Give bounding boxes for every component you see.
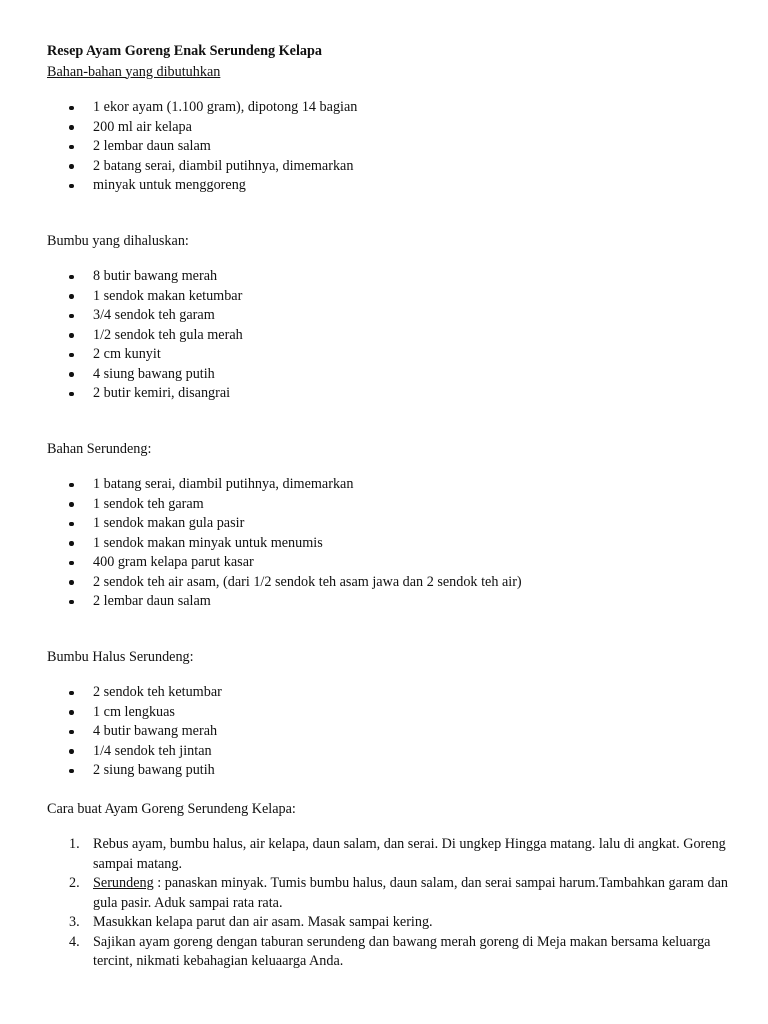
bullet-icon (69, 561, 74, 566)
bullet-icon (69, 580, 74, 585)
serundeng-paste-list (47, 683, 727, 781)
list-item: 2 siung bawang putih (47, 761, 727, 781)
bullet-icon (69, 164, 74, 169)
list-item: 1 sendok makan gula pasir (47, 514, 727, 534)
list-item: 8 butir bawang merah (47, 267, 727, 287)
list-item: 1/2 sendok teh gula merah (47, 326, 727, 346)
step-item: 2. Serundeng : panaskan minyak. Tumis bumbu halus, daun salam, dan serai sampai harum.Tambahkan garam dan gula pasir. Aduk sampai rata rata. (69, 875, 728, 911)
list-item: 2 lembar daun salam (47, 592, 727, 612)
step-number: 1. (69, 836, 80, 852)
step-item: 4. Sajikan ayam goreng dengan taburan serundeng dan bawang merah goreng di Meja makan bersama keluarga tercint, nikmati kebahagian keluaarga Anda. (69, 933, 711, 969)
list-item: 2 sendok teh ketumbar (47, 683, 727, 703)
bullet-icon (69, 483, 74, 488)
list-item: 400 gram kelapa parut kasar (47, 553, 727, 573)
list-item: 1 cm lengkuas (47, 703, 727, 723)
list-item: 1/4 sendok teh jintan (47, 742, 727, 762)
bullet-icon (69, 730, 74, 735)
serundeng-underlined-term: Serundeng (93, 875, 154, 891)
bullet-icon (69, 106, 74, 111)
spice-paste-heading: Bumbu yang dihaluskan: (47, 232, 189, 249)
bullet-icon (69, 372, 74, 377)
bullet-icon (69, 600, 74, 605)
list-item: 2 lembar daun salam (47, 137, 727, 157)
step-item: 3. Masukkan kelapa parut dan air asam. Masak sampai kering. (47, 913, 733, 933)
serundeng-heading: Bahan Serundeng: (47, 440, 152, 457)
step-item: 1. Rebus ayam, bumbu halus, air kelapa, daun salam, dan serai. Di ungkep Hingga matang. lalu di angkat. Goreng sampai matang. (69, 836, 726, 872)
list-item: 1 sendok makan ketumbar (47, 287, 727, 307)
list-item: 1 sendok makan minyak untuk menumis (47, 534, 727, 554)
list-item: 4 butir bawang merah (47, 722, 727, 742)
bullet-icon (69, 502, 74, 507)
bullet-icon (69, 294, 74, 299)
bullet-icon (69, 353, 74, 358)
serundeng-list (47, 475, 727, 612)
bullet-icon (69, 769, 74, 774)
ingredients-subtitle: Bahan-bahan yang dibutuhkan (47, 63, 221, 80)
bullet-icon (69, 710, 74, 715)
bullet-icon (69, 333, 74, 338)
list-item: 2 batang serai, diambil putihnya, dimemarkan (47, 157, 727, 177)
bullet-icon (69, 125, 74, 130)
step-number: 3. (69, 914, 80, 930)
list-item: 2 butir kemiri, disangrai (47, 384, 727, 404)
spice-paste-list (47, 267, 727, 404)
list-item: 3/4 sendok teh garam (47, 306, 727, 326)
list-item: 1 sendok teh garam (47, 495, 727, 515)
bullet-icon (69, 145, 74, 150)
step-number: 4. (69, 933, 80, 950)
step-number: 2. (69, 875, 80, 891)
list-item: minyak untuk menggoreng (47, 176, 727, 196)
bullet-icon (69, 691, 74, 696)
method-heading: Cara buat Ayam Goreng Serundeng Kelapa: (47, 800, 296, 817)
list-item: 4 siung bawang putih (47, 365, 727, 385)
method-steps (47, 835, 727, 972)
list-item: 1 batang serai, diambil putihnya, dimemarkan (47, 475, 727, 495)
list-item: 2 sendok teh air asam, (dari 1/2 sendok teh asam jawa dan 2 sendok teh air) (47, 573, 727, 593)
recipe-title: Resep Ayam Goreng Enak Serundeng Kelapa (47, 43, 322, 59)
list-item: 2 cm kunyit (47, 345, 727, 365)
serundeng-paste-heading: Bumbu Halus Serundeng: (47, 648, 194, 665)
bullet-icon (69, 541, 74, 546)
bullet-icon (69, 184, 74, 189)
bullet-icon (69, 522, 74, 527)
bullet-icon (69, 749, 74, 754)
recipe-document (47, 42, 727, 972)
bullet-icon (69, 392, 74, 397)
list-item: 1 ekor ayam (1.100 gram), dipotong 14 bagian (47, 98, 727, 118)
ingredients-list (47, 98, 727, 196)
bullet-icon (69, 275, 74, 280)
list-item: 200 ml air kelapa (47, 118, 727, 138)
bullet-icon (69, 314, 74, 319)
